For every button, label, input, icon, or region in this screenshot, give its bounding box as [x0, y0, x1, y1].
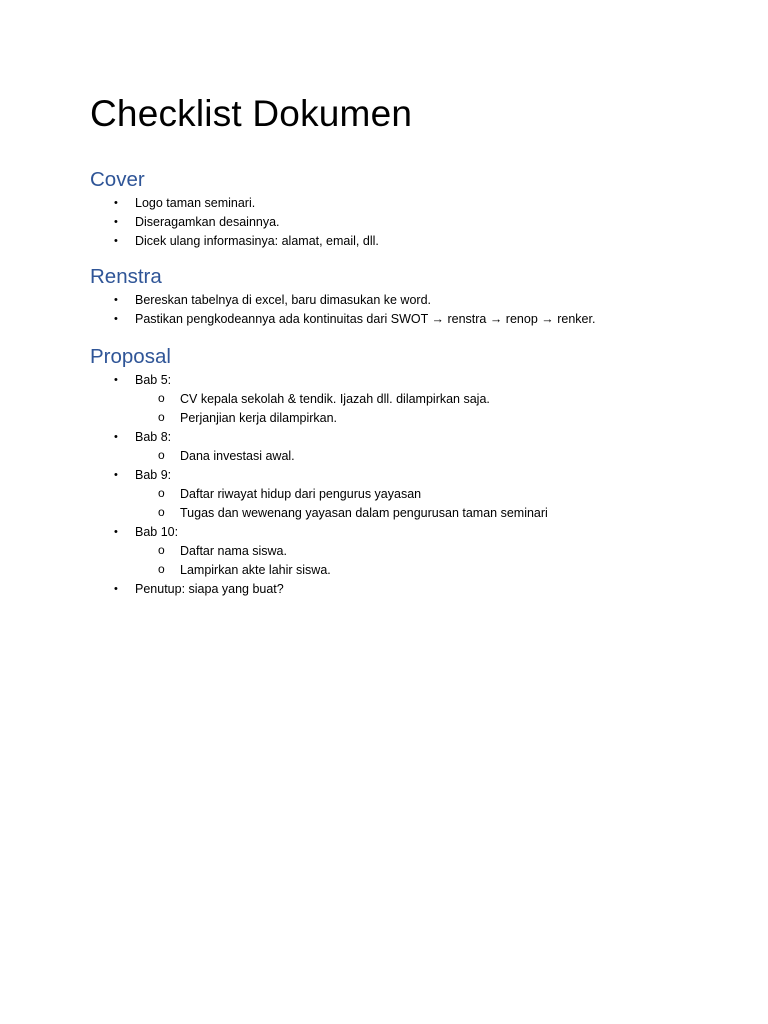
bullet-icon: • — [114, 294, 118, 306]
bullet-icon: • — [114, 216, 118, 228]
list-item — [90, 291, 710, 310]
bullet-icon: • — [114, 583, 118, 595]
sub-list-item-text: Daftar nama siswa. — [180, 544, 287, 558]
bullet-icon: • — [114, 469, 118, 481]
sub-bullet-icon: o — [158, 543, 165, 557]
list-item-penutup — [90, 580, 710, 599]
sub-list-item — [135, 542, 710, 561]
list-item-text: Logo taman seminari. — [135, 196, 256, 210]
list-item — [90, 194, 710, 213]
bullet-icon: • — [114, 431, 118, 443]
list-item-text: Bab 5: — [135, 373, 172, 387]
section-renstra — [90, 264, 710, 329]
sub-list-item-text: Lampirkan akte lahir siswa. — [180, 563, 331, 577]
sub-list — [135, 542, 710, 580]
list-item — [90, 310, 710, 329]
list-item-bab-9 — [90, 466, 710, 523]
list-item-text: Bab 8: — [135, 430, 172, 444]
sub-list-item — [135, 409, 710, 428]
sub-bullet-icon: o — [158, 562, 165, 576]
section-heading-proposal: Proposal — [90, 345, 171, 368]
list-item-text: Pastikan pengkodeannya ada kontinuitas dari SWOT → renstra → renop → renker. — [135, 312, 596, 326]
sub-bullet-icon: o — [158, 410, 165, 424]
sub-list-item-text: Daftar riwayat hidup dari pengurus yayasan — [180, 487, 422, 501]
proposal-list — [90, 371, 710, 599]
sub-list-item — [135, 390, 710, 409]
sub-list-item-text: Perjanjian kerja dilampirkan. — [180, 411, 338, 425]
bullet-icon: • — [114, 197, 118, 209]
cover-list — [90, 194, 710, 251]
sub-bullet-icon: o — [158, 391, 165, 405]
list-item-text: Diseragamkan desainnya. — [135, 215, 280, 229]
bullet-icon: • — [114, 526, 118, 538]
sub-list-item-text: CV kepala sekolah & tendik. Ijazah dll. dilampirkan saja. — [180, 392, 490, 406]
section-proposal — [90, 344, 710, 599]
section-heading-cover: Cover — [90, 168, 145, 191]
list-item-text: Penutup: siapa yang buat? — [135, 582, 284, 596]
section-cover — [90, 167, 710, 251]
list-item-bab-5 — [90, 371, 710, 428]
sub-list-item — [135, 504, 710, 523]
sub-list — [135, 390, 710, 428]
sub-list-item — [135, 447, 710, 466]
bullet-icon: • — [114, 374, 118, 386]
sub-bullet-icon: o — [158, 486, 165, 500]
list-item — [90, 232, 710, 251]
sub-list-item — [135, 561, 710, 580]
sub-list-item — [135, 485, 710, 504]
sub-list — [135, 485, 710, 523]
list-item-text: Bab 10: — [135, 525, 179, 539]
section-heading-renstra: Renstra — [90, 265, 162, 288]
document-title: Checklist Dokumen — [90, 93, 413, 134]
list-item-bab-10 — [90, 523, 710, 580]
list-item-text: Bab 9: — [135, 468, 172, 482]
sub-list — [135, 447, 710, 466]
list-item-text: Bereskan tabelnya di excel, baru dimasukan ke word. — [135, 293, 431, 307]
sub-bullet-icon: o — [158, 448, 165, 462]
list-item — [90, 213, 710, 232]
list-item-bab-8 — [90, 428, 710, 466]
bullet-icon: • — [114, 313, 118, 325]
list-item-text: Dicek ulang informasinya: alamat, email, dll. — [135, 234, 379, 248]
bullet-icon: • — [114, 235, 118, 247]
renstra-list — [90, 291, 710, 329]
sub-bullet-icon: o — [158, 505, 165, 519]
sub-list-item-text: Tugas dan wewenang yayasan dalam pengurusan taman seminari — [180, 506, 548, 520]
sub-list-item-text: Dana investasi awal. — [180, 449, 295, 463]
